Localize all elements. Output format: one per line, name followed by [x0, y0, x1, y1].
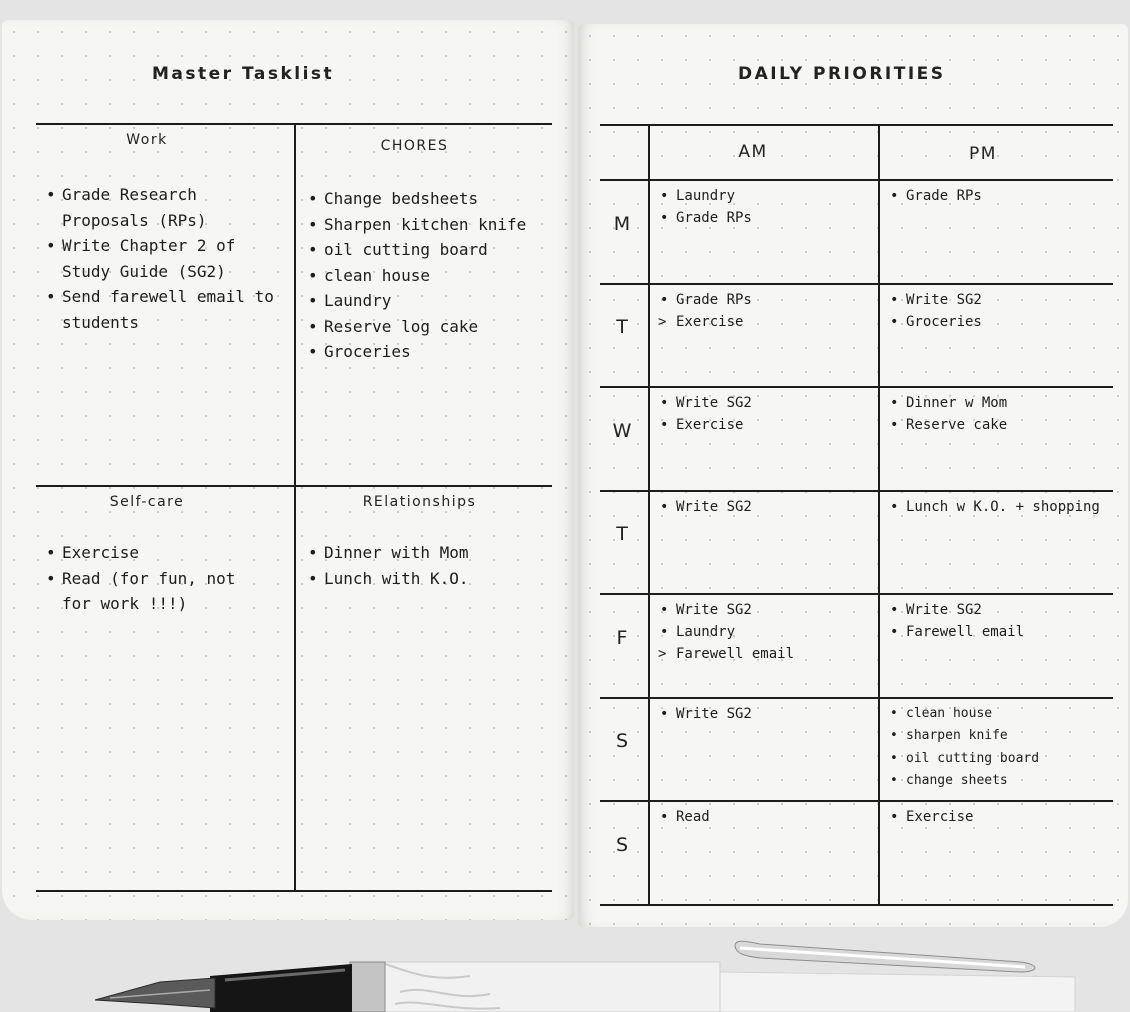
grid-day-divider: [648, 124, 650, 904]
task-item: • Send farewell email to students: [44, 284, 284, 335]
task-item: • sharpen knife: [888, 725, 1113, 748]
work-heading: Work: [126, 132, 168, 148]
task-item: • Write SG2: [658, 703, 873, 725]
grid-row-rule: [600, 697, 1113, 699]
task-item: • Grade RPs: [888, 185, 1113, 207]
task-item: • Reserve cake: [888, 414, 1113, 436]
task-item: • Exercise: [888, 806, 1113, 828]
notebook-left-page: [2, 20, 574, 920]
relationships-heading: RElationships: [362, 494, 477, 510]
task-item: • Groceries: [888, 311, 1113, 333]
task-item: • Laundry: [306, 288, 546, 314]
task-item: • Dinner with Mom: [306, 540, 546, 566]
grid-row-rule: [600, 386, 1113, 388]
task-item: • Read (for fun, not for work !!!): [44, 566, 244, 617]
am-column-header: AM: [738, 142, 768, 162]
day-label: S: [615, 730, 629, 753]
grid-row-rule: [600, 283, 1113, 285]
am-task-list: [658, 599, 873, 665]
pm-task-list: [888, 599, 1113, 643]
task-item: • Read: [658, 806, 873, 828]
pm-task-list: [888, 806, 1113, 828]
am-task-list: [658, 806, 873, 828]
pm-task-list: [888, 703, 1113, 793]
day-label: T: [616, 523, 628, 546]
am-task-list: [658, 392, 873, 436]
grid-bottom-rule: [600, 904, 1113, 906]
grid-row-rule: [600, 593, 1113, 595]
task-item: • clean house: [888, 703, 1113, 726]
task-item: • Farewell email: [888, 621, 1113, 643]
task-item: • Write SG2: [658, 599, 873, 621]
self-care-heading: Self-care: [109, 494, 185, 510]
task-item: • Sharpen kitchen knife: [306, 212, 546, 238]
day-label: W: [612, 419, 632, 442]
self-care-task-list: [44, 540, 244, 617]
pm-task-list: [888, 289, 1113, 333]
task-item: • Write Chapter 2 of Study Guide (SG2): [44, 233, 284, 284]
task-item: • Groceries: [306, 339, 546, 365]
task-item: • Reserve log cake: [306, 314, 546, 340]
pm-task-list: [888, 496, 1113, 518]
pm-task-list: [888, 392, 1113, 436]
task-item: • Lunch w K.O. + shopping: [888, 496, 1113, 518]
task-item: • Write SG2: [888, 599, 1113, 621]
day-label: T: [616, 316, 628, 339]
task-item: • oil cutting board: [306, 237, 546, 263]
migrated-task-item: > Farewell email: [658, 643, 873, 665]
task-item: • Grade RPs: [658, 207, 873, 229]
task-item: • Dinner w Mom: [888, 392, 1113, 414]
task-item: • Write SG2: [658, 392, 873, 414]
pm-column-header: PM: [969, 144, 997, 164]
day-label: M: [613, 212, 631, 235]
fountain-pen-icon: [0, 932, 1130, 1012]
day-label: S: [615, 833, 629, 856]
table-column-divider: [294, 123, 296, 892]
work-task-list: [44, 182, 284, 335]
grid-ampm-divider: [878, 124, 880, 904]
task-item: • Exercise: [658, 414, 873, 436]
migrated-task-item: > Exercise: [658, 311, 873, 333]
grid-row-rule: [600, 490, 1113, 492]
chores-task-list: [306, 186, 546, 365]
task-item: • Laundry: [658, 185, 873, 207]
grid-row-rule: [600, 179, 1113, 181]
task-item: • Grade RPs: [658, 289, 873, 311]
grid-row-rule: [600, 800, 1113, 802]
am-task-list: [658, 185, 873, 229]
am-task-list: [658, 496, 873, 518]
task-item: • oil cutting board: [888, 748, 1113, 771]
relationships-task-list: [306, 540, 546, 591]
daily-priorities-title: DAILY PRIORITIES: [738, 64, 946, 84]
task-item: • Laundry: [658, 621, 873, 643]
grid-top-rule: [600, 124, 1113, 126]
task-item: • Change bedsheets: [306, 186, 546, 212]
am-task-list: [658, 289, 873, 333]
task-item: • Write SG2: [888, 289, 1113, 311]
task-item: • Exercise: [44, 540, 244, 566]
notebook-right-page: [578, 24, 1128, 927]
chores-heading: CHORES: [380, 138, 449, 154]
task-item: • Write SG2: [658, 496, 873, 518]
task-item: • change sheets: [888, 770, 1113, 793]
day-label: F: [616, 626, 628, 649]
pm-task-list: [888, 185, 1113, 207]
master-tasklist-title: Master Tasklist: [152, 64, 335, 84]
task-item: • clean house: [306, 263, 546, 289]
task-item: • Grade Research Proposals (RPs): [44, 182, 284, 233]
task-item: • Lunch with K.O.: [306, 566, 546, 592]
am-task-list: [658, 703, 873, 725]
